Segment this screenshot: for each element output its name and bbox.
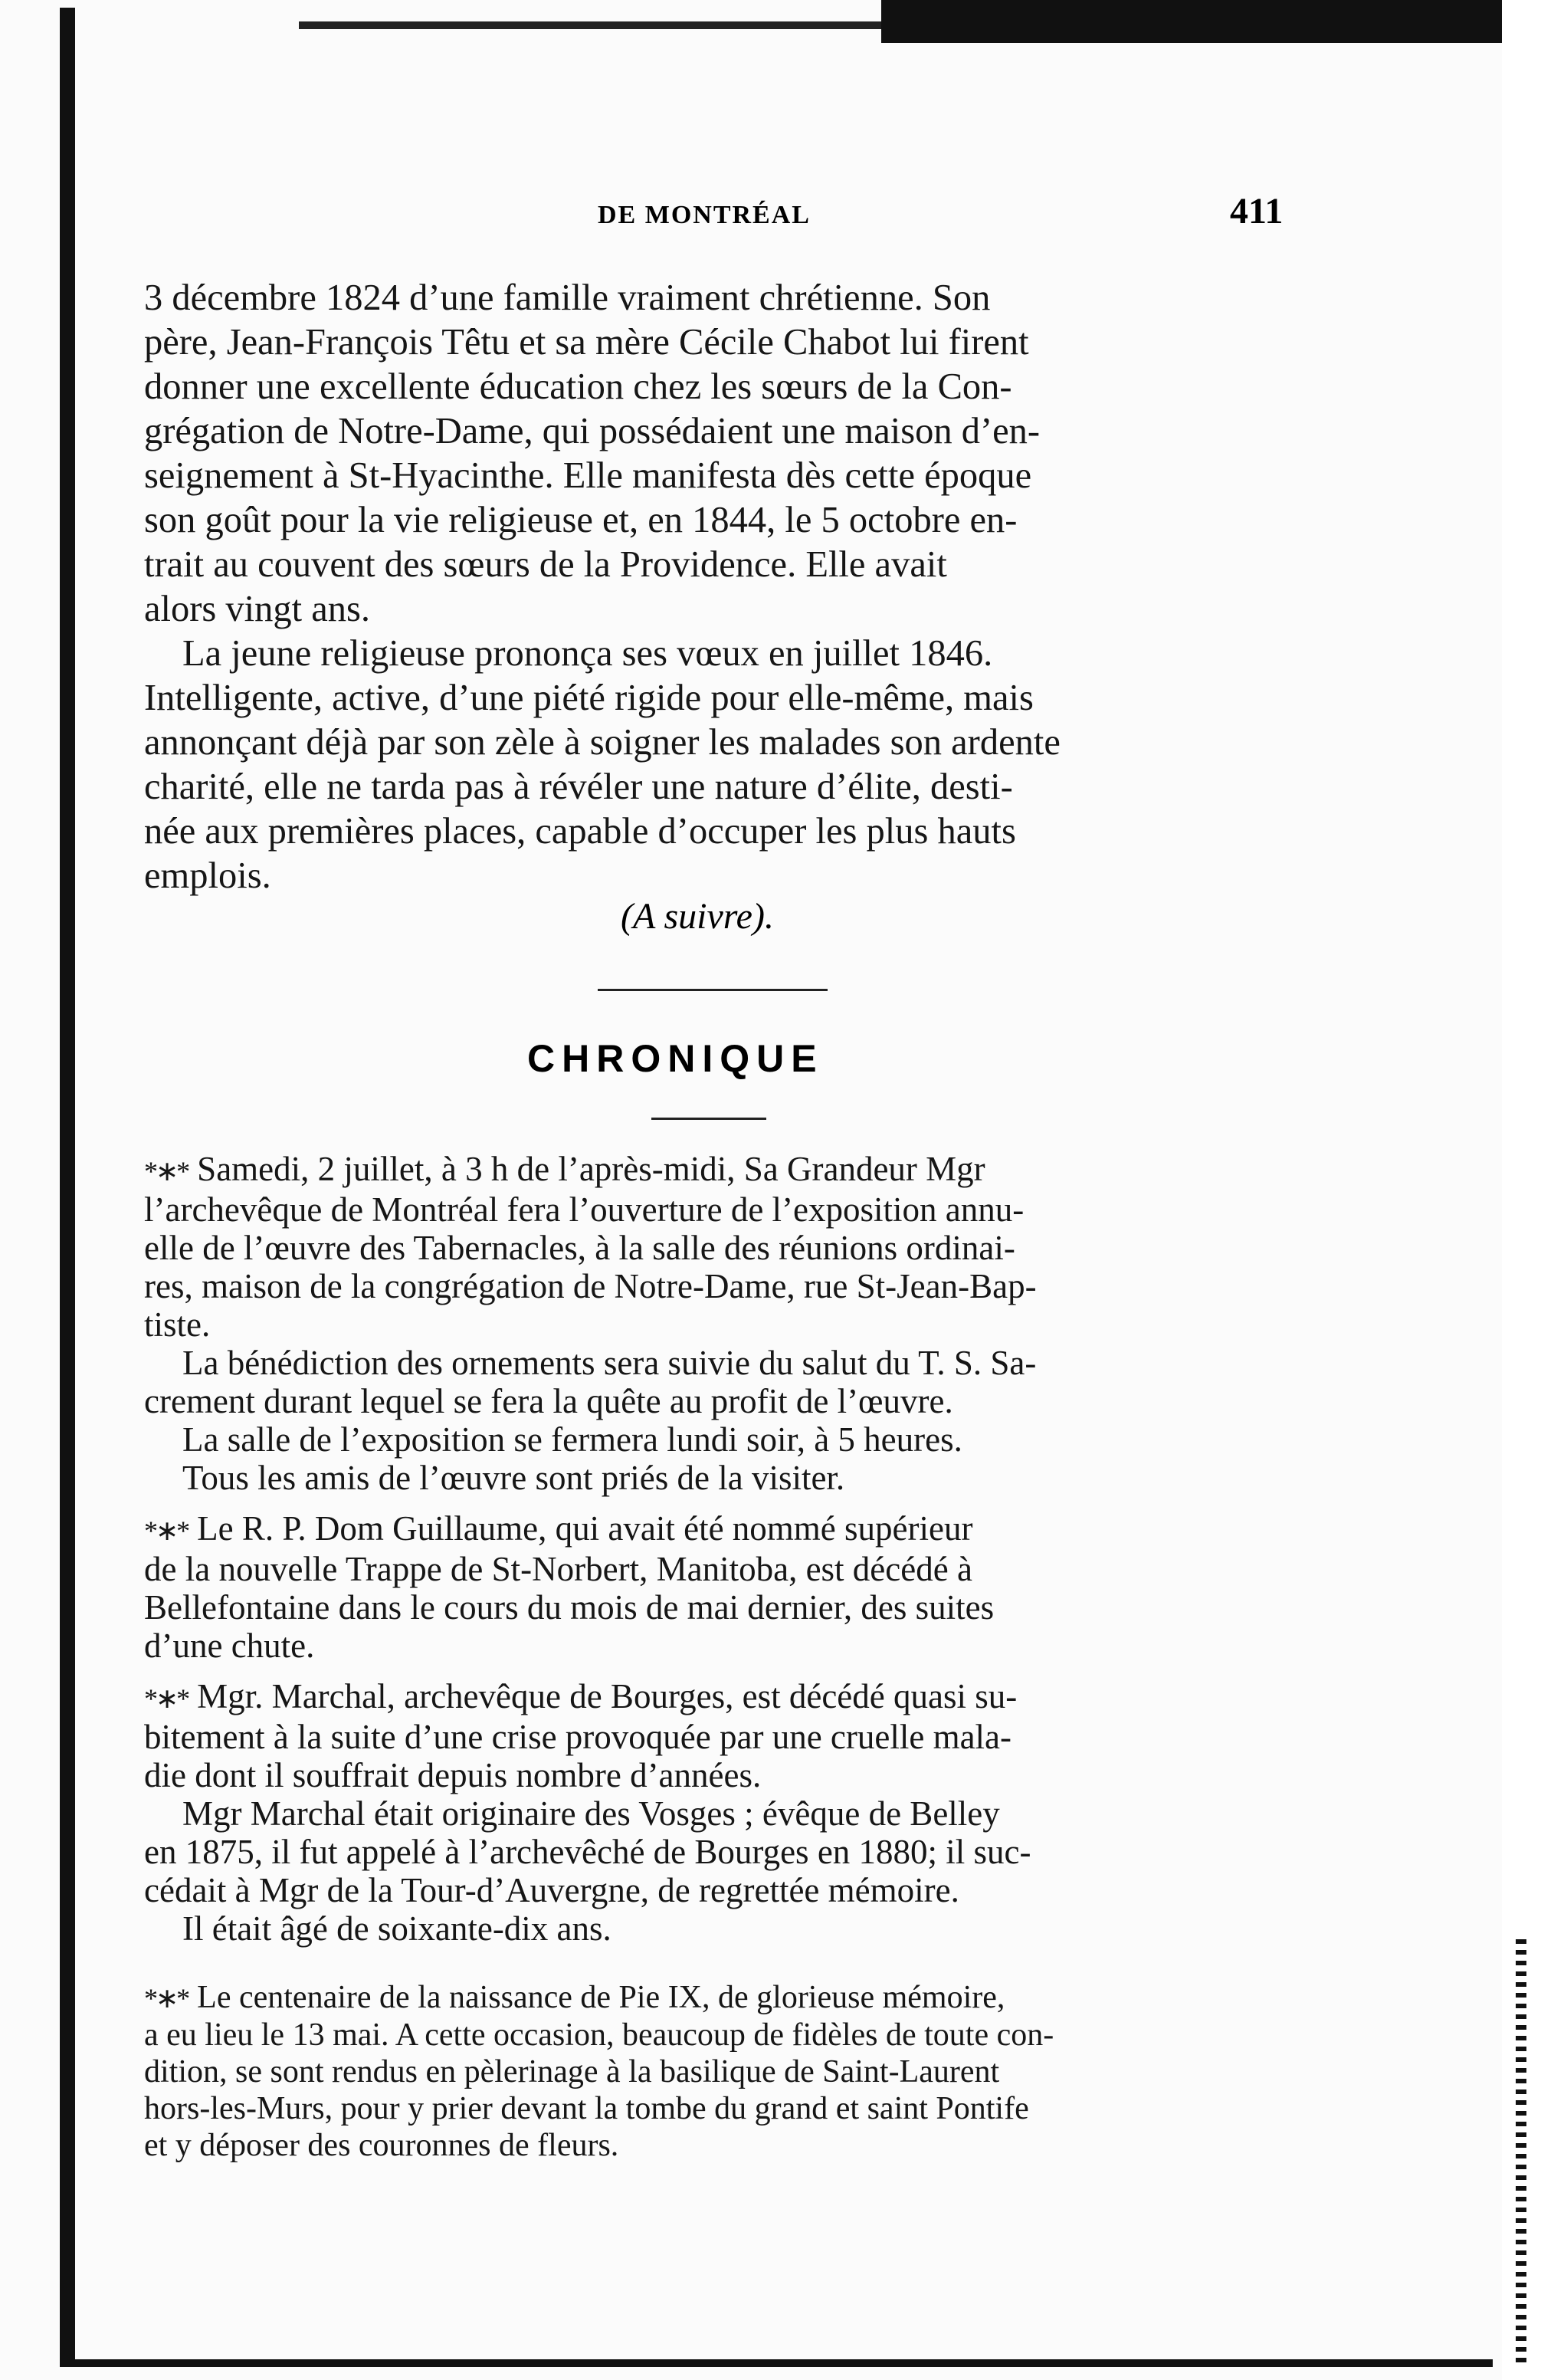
- text-line: La bénédiction des ornements sera suivie du salut du T. S. Sa-: [182, 1344, 1037, 1382]
- text-line: charité, elle ne tarda pas à révéler une nature d’élite, desti-: [144, 767, 1013, 807]
- asterism-icon: *∗*: [144, 1156, 189, 1187]
- text-line: cédait à Mgr de la Tour-d’Auvergne, de regrettée mémoire.: [144, 1871, 959, 1909]
- text-line: grégation de Notre-Dame, qui possédaient une maison d’en-: [144, 411, 1041, 451]
- chronique-items: [144, 1150, 1284, 1948]
- text-line: donner une excellente éducation chez les sœurs de la Con-: [144, 366, 1012, 407]
- text-line: *∗* Le centenaire de la naissance de Pie IX, de glorieuse mémoire,: [144, 1980, 1005, 2015]
- text-line: père, Jean-François Têtu et sa mère Cécile Chabot lui firent: [144, 322, 1029, 363]
- text-line: seignement à St-Hyacinthe. Elle manifesta dès cette époque: [144, 455, 1032, 496]
- text-line: elle de l’œuvre des Tabernacles, à la salle des réunions ordinai-: [144, 1229, 1015, 1267]
- scan-left-edge: [60, 8, 75, 2361]
- text-line: de la nouvelle Trappe de St-Norbert, Manitoba, est décédé à: [144, 1550, 972, 1588]
- asterism-icon: *∗*: [144, 1983, 189, 2014]
- text-line: annonçant déjà par son zèle à soigner les malades son ardente: [144, 722, 1061, 763]
- text-line: Il était âgé de soixante-dix ans.: [182, 1909, 611, 1948]
- page-number: 411: [1230, 191, 1284, 231]
- text-line: crement durant lequel se fera la quête au profit de l’œuvre.: [144, 1382, 953, 1420]
- section-title: CHRONIQUE: [527, 1037, 824, 1080]
- text-line: son goût pour la vie religieuse et, en 1844, le 5 octobre en-: [144, 500, 1018, 540]
- asterism-icon: *∗*: [144, 1683, 189, 1714]
- text-line: en 1875, il fut appelé à l’archevêché de Bourges en 1880; il suc-: [144, 1833, 1031, 1871]
- text-line: La jeune religieuse prononça ses vœux en juillet 1846.: [182, 633, 993, 674]
- text-line: *∗* Le R. P. Dom Guillaume, qui avait été nommé supérieur: [144, 1509, 973, 1548]
- scan-right-edge-marks: [1516, 1939, 1526, 2369]
- text-line: *∗* Samedi, 2 juillet, à 3 h de l’après-midi, Sa Grandeur Mgr: [144, 1150, 985, 1188]
- running-head: DE MONTRÉAL: [598, 201, 811, 229]
- text-line: Mgr Marchal était originaire des Vosges ; évêque de Belley: [182, 1794, 1000, 1833]
- text-line: a eu lieu le 13 mai. A cette occasion, beaucoup de fidèles de toute con-: [144, 2017, 1054, 2053]
- text-line: 3 décembre 1824 d’une famille vraiment chrétienne. Son: [144, 277, 991, 318]
- text-line: l’archevêque de Montréal fera l’ouverture de l’exposition annu-: [144, 1190, 1025, 1229]
- text-line: die dont il souffrait depuis nombre d’années.: [144, 1756, 762, 1794]
- scan-bottom-edge: [60, 2359, 1493, 2367]
- text-line: dition, se sont rendus en pèlerinage à la basilique de Saint-Laurent: [144, 2054, 1000, 2089]
- text-line: Bellefontaine dans le cours du mois de mai dernier, des suites: [144, 1588, 995, 1627]
- text-line: d’une chute.: [144, 1627, 315, 1665]
- text-line: Intelligente, active, d’une piété rigide pour elle-même, mais: [144, 678, 1034, 718]
- text-line: Tous les amis de l’œuvre sont priés de la visiter.: [182, 1459, 845, 1497]
- to-be-continued: (A suivre).: [621, 896, 774, 937]
- text-line: bitement à la suite d’une crise provoquée par une cruelle mala-: [144, 1718, 1012, 1756]
- section-divider: [598, 989, 828, 991]
- text-line: et y déposer des couronnes de fleurs.: [144, 2128, 619, 2163]
- text-line: hors-les-Murs, pour y prier devant la tombe du grand et saint Pontife: [144, 2091, 1029, 2126]
- chronique-last-item: [144, 1979, 1284, 2164]
- text-line: alors vingt ans.: [144, 589, 371, 629]
- text-line: trait au couvent des sœurs de la Providence. Elle avait: [144, 544, 947, 585]
- text-line: tiste.: [144, 1305, 211, 1344]
- scan-top-right-edge: [881, 0, 1541, 43]
- text-line: La salle de l’exposition se fermera lundi soir, à 5 heures.: [182, 1420, 962, 1459]
- text-line: née aux premières places, capable d’occuper les plus hauts: [144, 811, 1016, 852]
- asterism-icon: *∗*: [144, 1515, 189, 1546]
- title-rule: [651, 1118, 766, 1120]
- text-line: res, maison de la congrégation de Notre-Dame, rue St-Jean-Bap-: [144, 1267, 1037, 1305]
- text-line: emplois.: [144, 855, 271, 896]
- text-line: *∗* Mgr. Marchal, archevêque de Bourges, est décédé quasi su-: [144, 1677, 1018, 1715]
- article-continuation: [144, 276, 1284, 898]
